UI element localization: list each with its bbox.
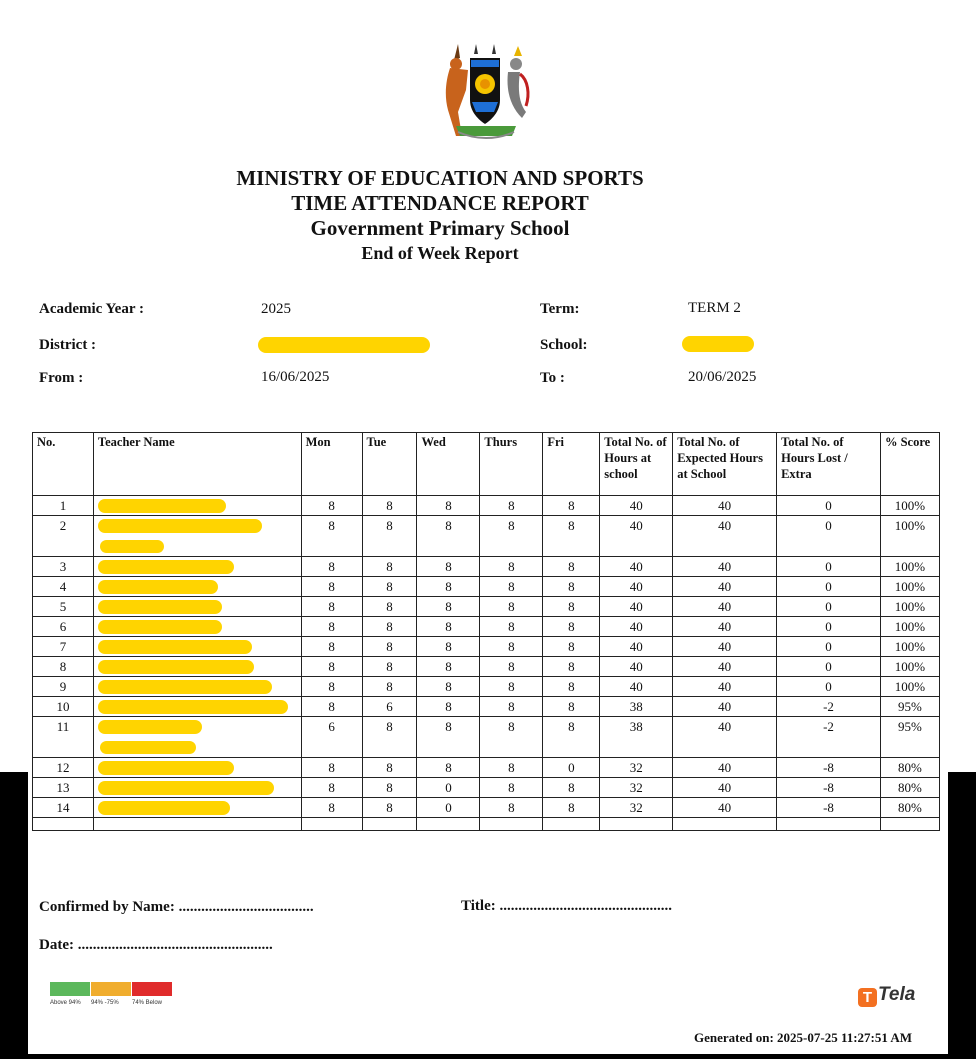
cell-teacher-name: [93, 597, 301, 617]
cell-thurs: 8: [480, 697, 543, 717]
col-header-tue: Tue: [362, 433, 417, 496]
cell-total-hours: 32: [600, 778, 673, 798]
cell-wed: 8: [417, 637, 480, 657]
teacher-name-redaction: [98, 720, 202, 734]
cell-thurs: 8: [480, 798, 543, 818]
cell-teacher-name: [93, 637, 301, 657]
cell-fri: 8: [543, 677, 600, 697]
cell-total-hours: 38: [600, 717, 673, 758]
tela-t-icon: T: [858, 988, 877, 1007]
cell-no: 9: [33, 677, 94, 697]
col-header-teacher: Teacher Name: [93, 433, 301, 496]
table-row: [33, 516, 940, 557]
cell-expected-hours: 40: [673, 577, 777, 597]
teacher-name-redaction: [98, 620, 222, 634]
cell-hours-lost: 0: [777, 677, 881, 697]
cell-no: 7: [33, 637, 94, 657]
table-row: [33, 758, 940, 778]
cell-tue: 8: [362, 657, 417, 677]
attendance-table: [32, 432, 940, 831]
cell-score: 95%: [880, 717, 939, 758]
legend-label-below: 74% Below: [132, 1000, 163, 1006]
table-row: [33, 798, 940, 818]
cell-score: 100%: [880, 637, 939, 657]
table-row: [33, 717, 940, 758]
cell-teacher-name: [93, 617, 301, 637]
cell-total-hours: 40: [600, 617, 673, 637]
cell-empty: [301, 818, 362, 831]
ministry-title: MINISTRY OF EDUCATION AND SPORTS: [236, 166, 644, 190]
cell-wed: 8: [417, 657, 480, 677]
cell-thurs: 8: [480, 577, 543, 597]
cell-mon: 8: [301, 516, 362, 557]
cell-wed: 0: [417, 778, 480, 798]
cell-teacher-name: [93, 677, 301, 697]
confirmed-by-name-field: Confirmed by Name: ....................................: [39, 899, 314, 915]
cell-fri: 8: [543, 697, 600, 717]
cell-total-hours: 40: [600, 677, 673, 697]
cell-fri: 8: [543, 617, 600, 637]
cell-total-hours: 32: [600, 758, 673, 778]
cell-hours-lost: 0: [777, 617, 881, 637]
cell-teacher-name: [93, 778, 301, 798]
cell-wed: 8: [417, 717, 480, 758]
cell-total-hours: 40: [600, 557, 673, 577]
cell-total-hours: 40: [600, 637, 673, 657]
district-redaction: [258, 337, 430, 353]
cell-score: 100%: [880, 557, 939, 577]
cell-hours-lost: 0: [777, 496, 881, 516]
to-value: 20/06/2025: [688, 369, 757, 385]
cell-tue: 8: [362, 577, 417, 597]
cell-total-hours: 40: [600, 516, 673, 557]
cell-hours-lost: 0: [777, 657, 881, 677]
cell-thurs: 8: [480, 758, 543, 778]
legend-swatch-orange: [91, 982, 131, 996]
cell-hours-lost: 0: [777, 516, 881, 557]
cell-teacher-name: [93, 758, 301, 778]
cell-score: 80%: [880, 798, 939, 818]
cell-wed: 0: [417, 798, 480, 818]
school-type-title: Government Primary School: [310, 216, 570, 240]
cell-fri: 8: [543, 496, 600, 516]
teacher-name-redaction: [100, 540, 164, 553]
cell-fri: 8: [543, 637, 600, 657]
cell-no: 12: [33, 758, 94, 778]
cell-fri: 8: [543, 657, 600, 677]
col-header-total-hours: Total No. of Hours at school: [600, 433, 673, 496]
cell-no: 5: [33, 597, 94, 617]
cell-hours-lost: -2: [777, 697, 881, 717]
date-field: Date: ....................................................: [39, 937, 273, 953]
academic-year-value: 2025: [261, 301, 291, 317]
cell-teacher-name: [93, 577, 301, 597]
teacher-name-redaction: [98, 761, 234, 775]
cell-total-hours: 40: [600, 577, 673, 597]
cell-empty: [480, 818, 543, 831]
cell-teacher-name: [93, 697, 301, 717]
school-label: School:: [540, 337, 588, 353]
table-row: [33, 697, 940, 717]
cell-mon: 8: [301, 758, 362, 778]
cell-teacher-name: [93, 798, 301, 818]
cell-empty: [93, 818, 301, 831]
title-field: Title: ..............................................: [461, 898, 672, 914]
cell-no: 14: [33, 798, 94, 818]
cell-tue: 8: [362, 778, 417, 798]
school-redaction: [682, 336, 754, 352]
legend-label-middle: 94% -75%: [91, 1000, 119, 1006]
cell-mon: 8: [301, 697, 362, 717]
report-period-title: End of Week Report: [361, 243, 519, 263]
teacher-name-redaction: [98, 499, 226, 513]
cell-empty: [543, 818, 600, 831]
cell-wed: 8: [417, 758, 480, 778]
cell-empty: [777, 818, 881, 831]
cell-fri: 8: [543, 778, 600, 798]
cell-empty: [362, 818, 417, 831]
cell-hours-lost: 0: [777, 597, 881, 617]
teacher-name-redaction: [98, 640, 252, 654]
cell-thurs: 8: [480, 717, 543, 758]
col-header-no: No.: [33, 433, 94, 496]
table-row: [33, 577, 940, 597]
cell-empty: [600, 818, 673, 831]
teacher-name-redaction: [98, 519, 262, 533]
cell-expected-hours: 40: [673, 697, 777, 717]
cell-thurs: 8: [480, 496, 543, 516]
district-label: District :: [39, 337, 97, 353]
cell-tue: 8: [362, 496, 417, 516]
cell-score: 80%: [880, 758, 939, 778]
cell-wed: 8: [417, 577, 480, 597]
cell-empty: [673, 818, 777, 831]
table-row: [33, 677, 940, 697]
cell-fri: 8: [543, 597, 600, 617]
report-title: TIME ATTENDANCE REPORT: [291, 191, 589, 215]
cell-expected-hours: 40: [673, 798, 777, 818]
teacher-name-redaction: [98, 600, 222, 614]
cell-empty: [880, 818, 939, 831]
cell-thurs: 8: [480, 637, 543, 657]
cell-score: 80%: [880, 778, 939, 798]
cell-total-hours: 38: [600, 697, 673, 717]
tela-logo: [858, 984, 915, 1007]
cell-teacher-name: [93, 496, 301, 516]
cell-tue: 6: [362, 697, 417, 717]
cell-no: 4: [33, 577, 94, 597]
cell-no: 11: [33, 717, 94, 758]
cell-tue: 8: [362, 717, 417, 758]
cell-expected-hours: 40: [673, 677, 777, 697]
cell-no: 10: [33, 697, 94, 717]
cell-expected-hours: 40: [673, 557, 777, 577]
term-value: TERM 2: [688, 300, 741, 316]
cell-wed: 8: [417, 697, 480, 717]
cell-hours-lost: -8: [777, 778, 881, 798]
cell-teacher-name: [93, 657, 301, 677]
cell-no: 3: [33, 557, 94, 577]
cell-mon: 8: [301, 617, 362, 637]
table-row: [33, 496, 940, 516]
teacher-name-redaction: [98, 700, 288, 714]
cell-no: 13: [33, 778, 94, 798]
table-row: [33, 617, 940, 637]
teacher-name-redaction: [98, 781, 274, 795]
cell-hours-lost: -2: [777, 717, 881, 758]
report-headings: [0, 166, 880, 265]
academic-year-label: Academic Year :: [39, 301, 144, 317]
cell-mon: 8: [301, 557, 362, 577]
cell-expected-hours: 40: [673, 496, 777, 516]
cell-tue: 8: [362, 637, 417, 657]
cell-empty: [33, 818, 94, 831]
coat-of-arms-icon: [436, 40, 536, 144]
col-header-fri: Fri: [543, 433, 600, 496]
cell-wed: 8: [417, 496, 480, 516]
cell-hours-lost: 0: [777, 577, 881, 597]
cell-total-hours: 40: [600, 597, 673, 617]
cell-wed: 8: [417, 597, 480, 617]
cell-tue: 8: [362, 597, 417, 617]
cell-tue: 8: [362, 798, 417, 818]
cell-teacher-name: [93, 557, 301, 577]
cell-hours-lost: -8: [777, 758, 881, 778]
cell-total-hours: 32: [600, 798, 673, 818]
to-label: To :: [540, 370, 565, 386]
cell-mon: 8: [301, 496, 362, 516]
cell-hours-lost: 0: [777, 557, 881, 577]
cell-thurs: 8: [480, 557, 543, 577]
cell-expected-hours: 40: [673, 657, 777, 677]
cell-mon: 8: [301, 798, 362, 818]
cell-teacher-name: [93, 516, 301, 557]
cell-expected-hours: 40: [673, 516, 777, 557]
cell-mon: 6: [301, 717, 362, 758]
cell-wed: 8: [417, 557, 480, 577]
cell-mon: 8: [301, 597, 362, 617]
cell-score: 100%: [880, 677, 939, 697]
cell-total-hours: 40: [600, 496, 673, 516]
cell-score: 100%: [880, 657, 939, 677]
cell-score: 100%: [880, 597, 939, 617]
table-row: [33, 557, 940, 577]
cell-tue: 8: [362, 677, 417, 697]
cell-mon: 8: [301, 677, 362, 697]
teacher-name-redaction: [98, 560, 234, 574]
col-header-wed: Wed: [417, 433, 480, 496]
cell-fri: 8: [543, 516, 600, 557]
cell-score: 100%: [880, 577, 939, 597]
cell-mon: 8: [301, 657, 362, 677]
cell-total-hours: 40: [600, 657, 673, 677]
cell-fri: 8: [543, 557, 600, 577]
cell-thurs: 8: [480, 657, 543, 677]
teacher-name-redaction: [98, 680, 272, 694]
col-header-score: % Score: [880, 433, 939, 496]
cell-wed: 8: [417, 516, 480, 557]
cell-fri: 8: [543, 717, 600, 758]
table-row: [33, 637, 940, 657]
cell-fri: 8: [543, 798, 600, 818]
cell-score: 100%: [880, 516, 939, 557]
cell-mon: 8: [301, 577, 362, 597]
cell-thurs: 8: [480, 778, 543, 798]
table-row: [33, 657, 940, 677]
cell-expected-hours: 40: [673, 717, 777, 758]
cell-thurs: 8: [480, 617, 543, 637]
cell-empty: [417, 818, 480, 831]
cell-no: 2: [33, 516, 94, 557]
cell-expected-hours: 40: [673, 778, 777, 798]
cell-score: 100%: [880, 617, 939, 637]
cell-fri: 8: [543, 577, 600, 597]
legend-label-above: Above 94%: [50, 1000, 81, 1006]
cell-score: 100%: [880, 496, 939, 516]
cell-tue: 8: [362, 617, 417, 637]
cell-no: 1: [33, 496, 94, 516]
cell-no: 6: [33, 617, 94, 637]
term-label: Term:: [540, 301, 580, 317]
cell-expected-hours: 40: [673, 758, 777, 778]
cell-hours-lost: -8: [777, 798, 881, 818]
cell-mon: 8: [301, 637, 362, 657]
cell-fri: 0: [543, 758, 600, 778]
col-header-hours-lost: Total No. of Hours Lost / Extra: [777, 433, 881, 496]
cell-score: 95%: [880, 697, 939, 717]
cell-teacher-name: [93, 717, 301, 758]
table-row-empty: [33, 818, 940, 831]
teacher-name-redaction: [98, 801, 230, 815]
cell-no: 8: [33, 657, 94, 677]
teacher-name-redaction: [98, 660, 254, 674]
cell-thurs: 8: [480, 516, 543, 557]
col-header-expected-hours: Total No. of Expected Hours at School: [673, 433, 777, 496]
cell-mon: 8: [301, 778, 362, 798]
col-header-thurs: Thurs: [480, 433, 543, 496]
tela-brand-text: Tela: [878, 984, 916, 1005]
cell-wed: 8: [417, 677, 480, 697]
col-header-mon: Mon: [301, 433, 362, 496]
cell-thurs: 8: [480, 677, 543, 697]
cell-expected-hours: 40: [673, 637, 777, 657]
cell-tue: 8: [362, 516, 417, 557]
from-value: 16/06/2025: [261, 369, 330, 385]
table-row: [33, 597, 940, 617]
cell-tue: 8: [362, 557, 417, 577]
legend-swatch-red: [132, 982, 172, 996]
from-label: From :: [39, 370, 84, 386]
cell-thurs: 8: [480, 597, 543, 617]
cell-hours-lost: 0: [777, 637, 881, 657]
teacher-name-redaction: [100, 741, 196, 754]
cell-expected-hours: 40: [673, 617, 777, 637]
cell-expected-hours: 40: [673, 597, 777, 617]
generated-timestamp: Generated on: 2025-07-25 11:27:51 AM: [694, 1030, 913, 1045]
cell-wed: 8: [417, 617, 480, 637]
teacher-name-redaction: [98, 580, 218, 594]
legend-swatch-green: [50, 982, 90, 996]
table-row: [33, 778, 940, 798]
cell-tue: 8: [362, 758, 417, 778]
table-header-row: [33, 433, 940, 496]
